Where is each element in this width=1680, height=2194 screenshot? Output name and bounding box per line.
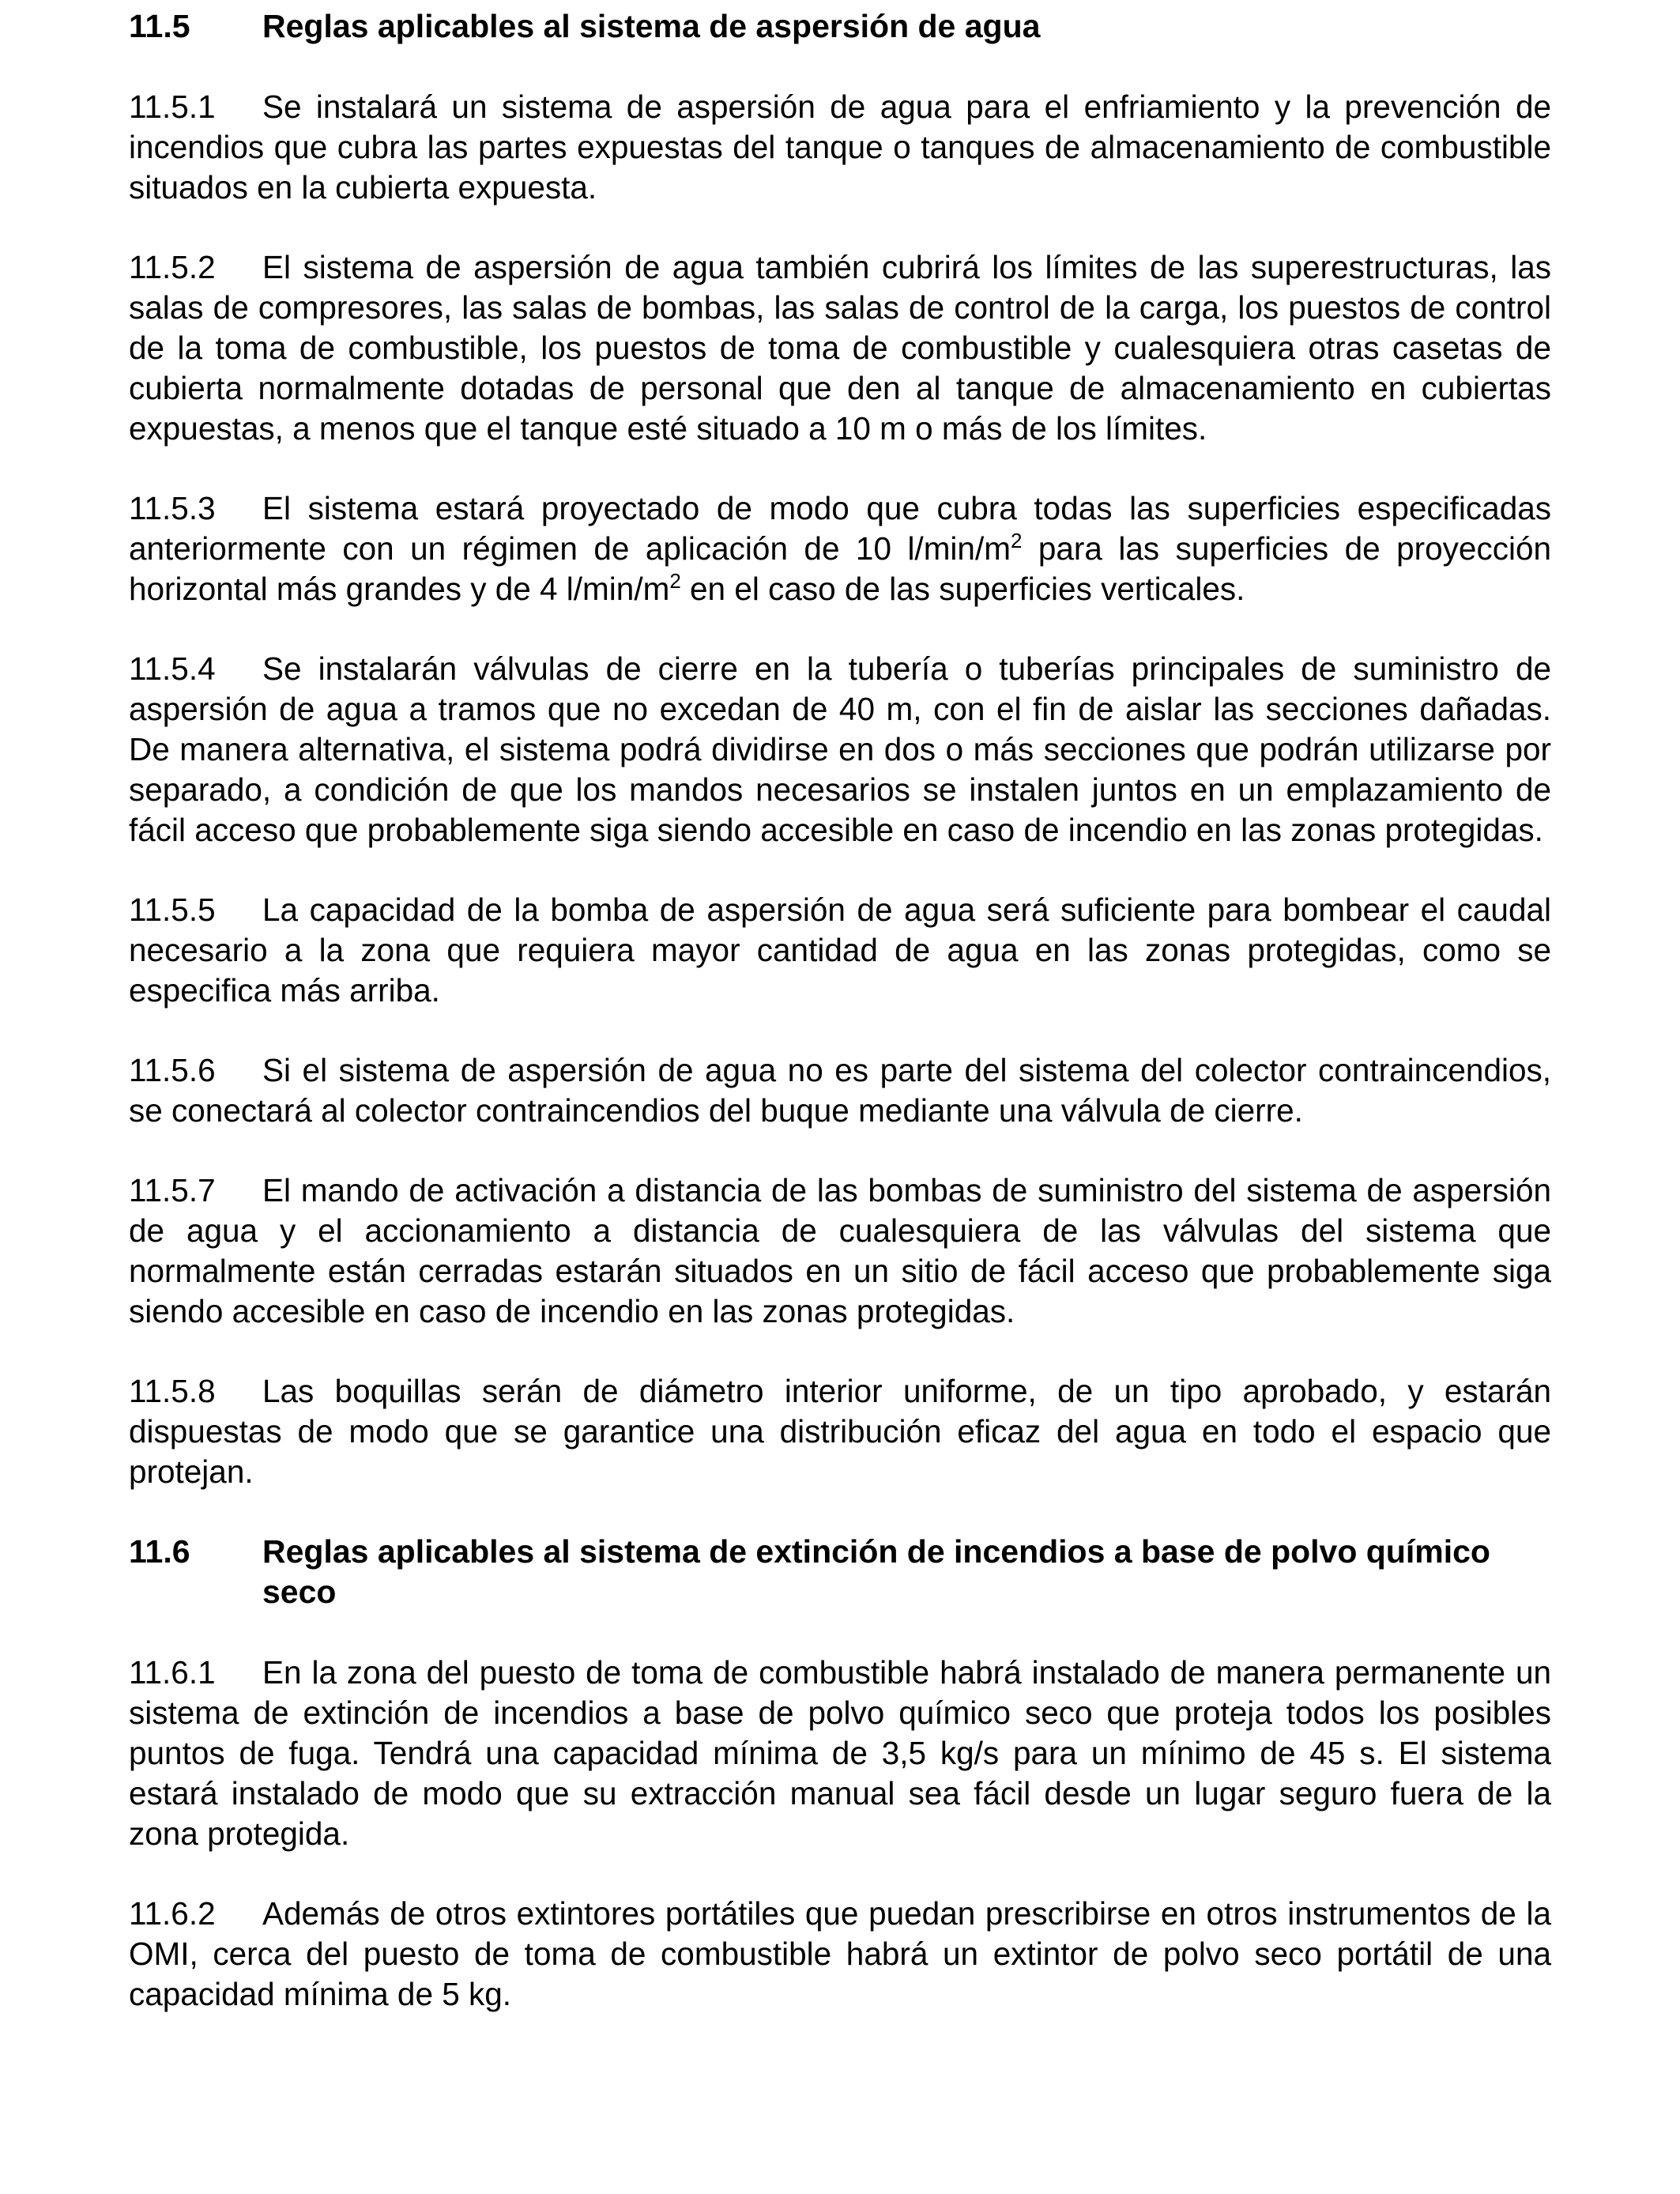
paragraph-text: El sistema estará proyectado de modo que cubra todas las superficies especificadas anteriormente con un régimen de aplicación de 10 l/min/m xyxy=(129,490,1551,567)
paragraph-number: 11.5.3 xyxy=(129,490,216,526)
section-number: 11.6 xyxy=(129,1533,190,1570)
superscript: 2 xyxy=(1010,529,1023,552)
paragraph-text: El sistema de aspersión de agua también cubrirá los límites de las superestructuras, las salas de compresores, las salas de bombas, las salas de control de la carga, los puestos de control de la toma de combustible, los puestos de toma de combustible y cualesquiera otras casetas de cubierta normalmente dotadas de personal que den al tanque de almacenamiento en cubiertas expuestas, a menos que el tanque esté situado a 10 m o más de los límites. xyxy=(129,249,1551,447)
section-heading xyxy=(129,6,1551,47)
paragraph-text: La capacidad de la bomba de aspersión de agua será suficiente para bombear el caudal necesario a la zona que requiera mayor cantidad de agua en las zonas protegidas, como se especifica más arriba. xyxy=(129,892,1551,1008)
paragraph xyxy=(129,649,1551,850)
paragraph-text: Se instalará un sistema de aspersión de agua para el enfriamiento y la prevención de incendios que cubra las partes expuestas del tanque o tanques de almacenamiento de combustible situados en la cubierta expuesta. xyxy=(129,89,1551,205)
paragraph xyxy=(129,1371,1551,1492)
section-title: Reglas aplicables al sistema de aspersión de agua xyxy=(262,8,1041,44)
document-page xyxy=(129,6,1551,2015)
paragraph-number: 11.5.5 xyxy=(129,892,216,928)
paragraph xyxy=(129,1653,1551,1854)
paragraph-number: 11.5.8 xyxy=(129,1373,216,1409)
paragraph xyxy=(129,87,1551,208)
section-heading xyxy=(129,1532,1551,1612)
section-title: Reglas aplicables al sistema de extinción de incendios a base de polvo químico seco xyxy=(262,1533,1490,1610)
paragraph-number: 11.5.1 xyxy=(129,89,216,125)
paragraph xyxy=(129,1050,1551,1131)
paragraph-text: Se instalarán válvulas de cierre en la tubería o tuberías principales de suministro de aspersión de agua a tramos que no excedan de 40 m, con el fin de aislar las secciones dañadas. De manera alternativa, el sistema podrá dividirse en dos o más secciones que podrán utilizarse por separado, a condición de que los mandos necesarios se instalen juntos en un emplazamiento de fácil acceso que probablemente siga siendo accesible en caso de incendio en las zonas protegidas. xyxy=(129,650,1551,848)
paragraph xyxy=(129,1171,1551,1332)
paragraph-number: 11.5.7 xyxy=(129,1172,216,1208)
paragraph-number: 11.6.2 xyxy=(129,1895,216,1932)
paragraph-number: 11.5.4 xyxy=(129,650,216,687)
paragraph xyxy=(129,1894,1551,2015)
paragraph-text: En la zona del puesto de toma de combustible habrá instalado de manera permanente un sistema de extinción de incendios a base de polvo químico seco que proteja todos los posibles puntos de fuga. Tendrá una capacidad mínima de 3,5 kg/s para un mínimo de 45 s. El sistema estará instalado de modo que su extracción manual sea fácil desde un lugar seguro fuera de la zona protegida. xyxy=(129,1654,1551,1852)
paragraph-text: Si el sistema de aspersión de agua no es parte del sistema del colector contraincendios, se conectará al colector contraincendios del buque mediante una válvula de cierre. xyxy=(129,1052,1551,1129)
paragraph-text: El mando de activación a distancia de las bombas de suministro del sistema de aspersión de agua y el accionamiento a distancia de cualesquiera de las válvulas del sistema que normalmente están cerradas estarán situados en un sitio de fácil acceso que probablemente siga siendo accesible en caso de incendio en las zonas protegidas. xyxy=(129,1172,1551,1329)
paragraph xyxy=(129,890,1551,1011)
section-number: 11.5 xyxy=(129,8,190,44)
paragraph-text: en el caso de las superficies verticales. xyxy=(680,571,1245,607)
paragraph-text: Además de otros extintores portátiles que puedan prescribirse en otros instrumentos de la OMI, cerca del puesto de toma de combustible habrá un extintor de polvo seco portátil de una capacidad mínima de 5 kg. xyxy=(129,1895,1551,2012)
paragraph-number: 11.5.6 xyxy=(129,1052,216,1088)
paragraph-text: Las boquillas serán de diámetro interior uniforme, de un tipo aprobado, y estarán dispuestas de modo que se garantice una distribución eficaz del agua en todo el espacio que protejan. xyxy=(129,1373,1551,1490)
paragraph xyxy=(129,247,1551,449)
paragraph-number: 11.5.2 xyxy=(129,249,216,285)
paragraph-text: para las superficies de proyección horizontal más grandes y de 4 l/min/m xyxy=(129,530,1551,607)
superscript: 2 xyxy=(669,569,681,593)
paragraph xyxy=(129,488,1551,609)
paragraph-number: 11.6.1 xyxy=(129,1654,216,1691)
